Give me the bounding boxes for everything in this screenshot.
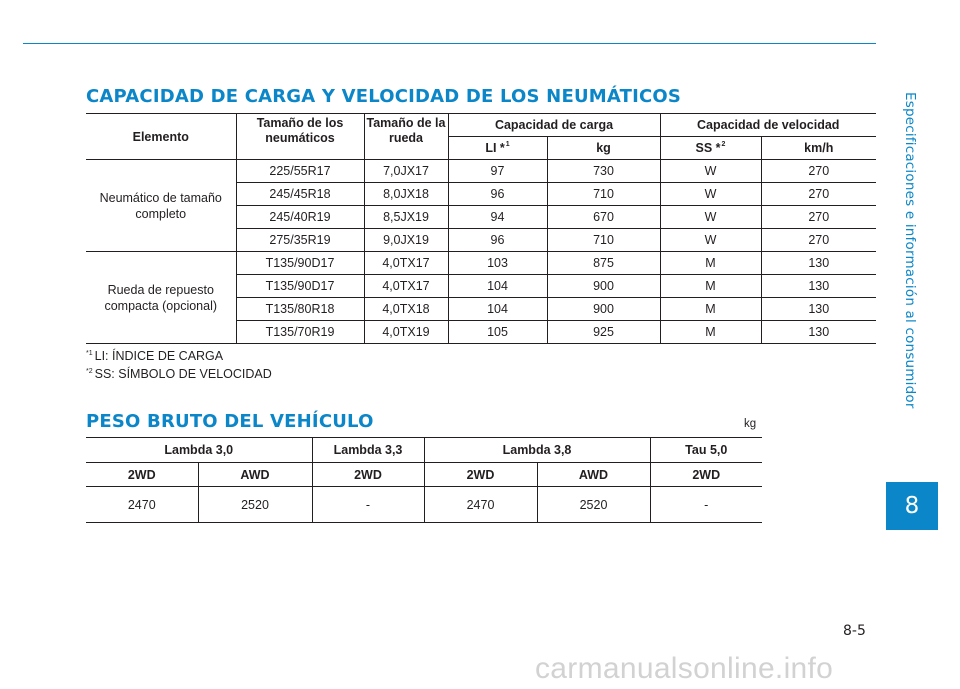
cell-kmh: 130 bbox=[761, 252, 876, 275]
cell-kmh: 130 bbox=[761, 321, 876, 344]
cell-tire: T135/80R18 bbox=[236, 298, 364, 321]
cell-li: 104 bbox=[448, 275, 547, 298]
header-kmh: km/h bbox=[761, 137, 876, 160]
header-element: Elemento bbox=[86, 114, 236, 160]
chapter-tab bbox=[886, 482, 938, 530]
cell-ss: M bbox=[660, 252, 761, 275]
cell-kg: 670 bbox=[547, 206, 660, 229]
cell-kg: 925 bbox=[547, 321, 660, 344]
cell-kg: 900 bbox=[547, 298, 660, 321]
header-tire-size: Tamaño de los neumáticos bbox=[236, 114, 364, 160]
header-li-label: LI * bbox=[485, 141, 505, 155]
page-number: 8-5 bbox=[843, 623, 866, 639]
header-drive: 2WD bbox=[424, 463, 537, 487]
cell-tire: 245/40R19 bbox=[236, 206, 364, 229]
table-row bbox=[86, 487, 762, 523]
group-label-text: Neumático de tamaño completo bbox=[99, 190, 222, 221]
chapter-number: 8 bbox=[904, 493, 920, 519]
cell-ss: M bbox=[660, 321, 761, 344]
cell-kmh: 270 bbox=[761, 229, 876, 252]
footnote-mark: 2 bbox=[721, 141, 726, 148]
cell-weight: - bbox=[650, 487, 762, 523]
header-drive: 2WD bbox=[86, 463, 198, 487]
gross-weight-table bbox=[86, 437, 762, 523]
top-divider bbox=[23, 43, 876, 44]
footnote-mark: *1 bbox=[86, 350, 93, 357]
table-row bbox=[86, 252, 876, 275]
cell-li: 97 bbox=[448, 160, 547, 183]
header-ss-label: SS * bbox=[695, 141, 721, 155]
group-label-text: Rueda de repuesto compacta (opcional) bbox=[104, 282, 218, 313]
footnote-mark: *2 bbox=[86, 368, 93, 375]
chapter-side-title: Especificaciones e información al consumidor bbox=[902, 91, 918, 409]
cell-kmh: 270 bbox=[761, 160, 876, 183]
header-kg: kg bbox=[547, 137, 660, 160]
header-engine: Tau 5,0 bbox=[650, 438, 762, 463]
cell-wheel: 4,0TX18 bbox=[364, 298, 448, 321]
section-title-gross-weight: PESO BRUTO DEL VEHÍCULO bbox=[86, 411, 374, 432]
cell-tire: T135/90D17 bbox=[236, 275, 364, 298]
cell-kg: 730 bbox=[547, 160, 660, 183]
header-drive: 2WD bbox=[312, 463, 424, 487]
cell-wheel: 8,0JX18 bbox=[364, 183, 448, 206]
cell-tire: T135/70R19 bbox=[236, 321, 364, 344]
section-title-load-speed: CAPACIDAD DE CARGA Y VELOCIDAD DE LOS NEUMÁTICOS bbox=[86, 86, 682, 107]
unit-label: kg bbox=[744, 418, 757, 430]
cell-li: 94 bbox=[448, 206, 547, 229]
footnote-text: LI: ÍNDICE DE CARGA bbox=[94, 349, 224, 363]
cell-kg: 875 bbox=[547, 252, 660, 275]
cell-weight: 2520 bbox=[198, 487, 312, 523]
cell-ss: W bbox=[660, 206, 761, 229]
cell-wheel: 4,0TX17 bbox=[364, 252, 448, 275]
footnote-li bbox=[86, 346, 272, 364]
cell-weight: 2470 bbox=[424, 487, 537, 523]
table-row bbox=[86, 160, 876, 183]
header-speed-capacity: Capacidad de velocidad bbox=[660, 114, 876, 137]
cell-ss: W bbox=[660, 229, 761, 252]
cell-li: 103 bbox=[448, 252, 547, 275]
footnote-mark: 1 bbox=[505, 141, 510, 148]
cell-tire: T135/90D17 bbox=[236, 252, 364, 275]
cell-kmh: 270 bbox=[761, 206, 876, 229]
header-engine: Lambda 3,3 bbox=[312, 438, 424, 463]
cell-kmh: 130 bbox=[761, 275, 876, 298]
cell-ss: W bbox=[660, 183, 761, 206]
header-li bbox=[448, 137, 547, 160]
cell-ss: W bbox=[660, 160, 761, 183]
cell-tire: 245/45R18 bbox=[236, 183, 364, 206]
cell-kg: 710 bbox=[547, 183, 660, 206]
tire-capacity-table bbox=[86, 113, 876, 344]
footnote-ss bbox=[86, 364, 272, 382]
cell-wheel: 4,0TX17 bbox=[364, 275, 448, 298]
header-drive: AWD bbox=[537, 463, 650, 487]
cell-kmh: 130 bbox=[761, 298, 876, 321]
cell-weight: - bbox=[312, 487, 424, 523]
header-ss bbox=[660, 137, 761, 160]
cell-ss: M bbox=[660, 275, 761, 298]
header-engine: Lambda 3,8 bbox=[424, 438, 650, 463]
cell-weight: 2470 bbox=[86, 487, 198, 523]
cell-kg: 900 bbox=[547, 275, 660, 298]
cell-wheel: 9,0JX19 bbox=[364, 229, 448, 252]
footnote-text: SS: SÍMBOLO DE VELOCIDAD bbox=[94, 367, 272, 381]
cell-weight: 2520 bbox=[537, 487, 650, 523]
header-engine: Lambda 3,0 bbox=[86, 438, 312, 463]
cell-li: 104 bbox=[448, 298, 547, 321]
header-drive: 2WD bbox=[650, 463, 762, 487]
header-load-capacity: Capacidad de carga bbox=[448, 114, 660, 137]
cell-tire: 225/55R17 bbox=[236, 160, 364, 183]
cell-tire: 275/35R19 bbox=[236, 229, 364, 252]
footnotes bbox=[86, 346, 272, 382]
cell-li: 96 bbox=[448, 183, 547, 206]
cell-kg: 710 bbox=[547, 229, 660, 252]
cell-li: 105 bbox=[448, 321, 547, 344]
cell-ss: M bbox=[660, 298, 761, 321]
group-label-compact-spare bbox=[86, 252, 236, 344]
group-label-full-size bbox=[86, 160, 236, 252]
cell-li: 96 bbox=[448, 229, 547, 252]
cell-kmh: 270 bbox=[761, 183, 876, 206]
header-drive: AWD bbox=[198, 463, 312, 487]
header-wheel-size: Tamaño de la rueda bbox=[364, 114, 448, 160]
watermark: carmanualsonline.info bbox=[535, 652, 834, 685]
cell-wheel: 4,0TX19 bbox=[364, 321, 448, 344]
cell-wheel: 7,0JX17 bbox=[364, 160, 448, 183]
cell-wheel: 8,5JX19 bbox=[364, 206, 448, 229]
